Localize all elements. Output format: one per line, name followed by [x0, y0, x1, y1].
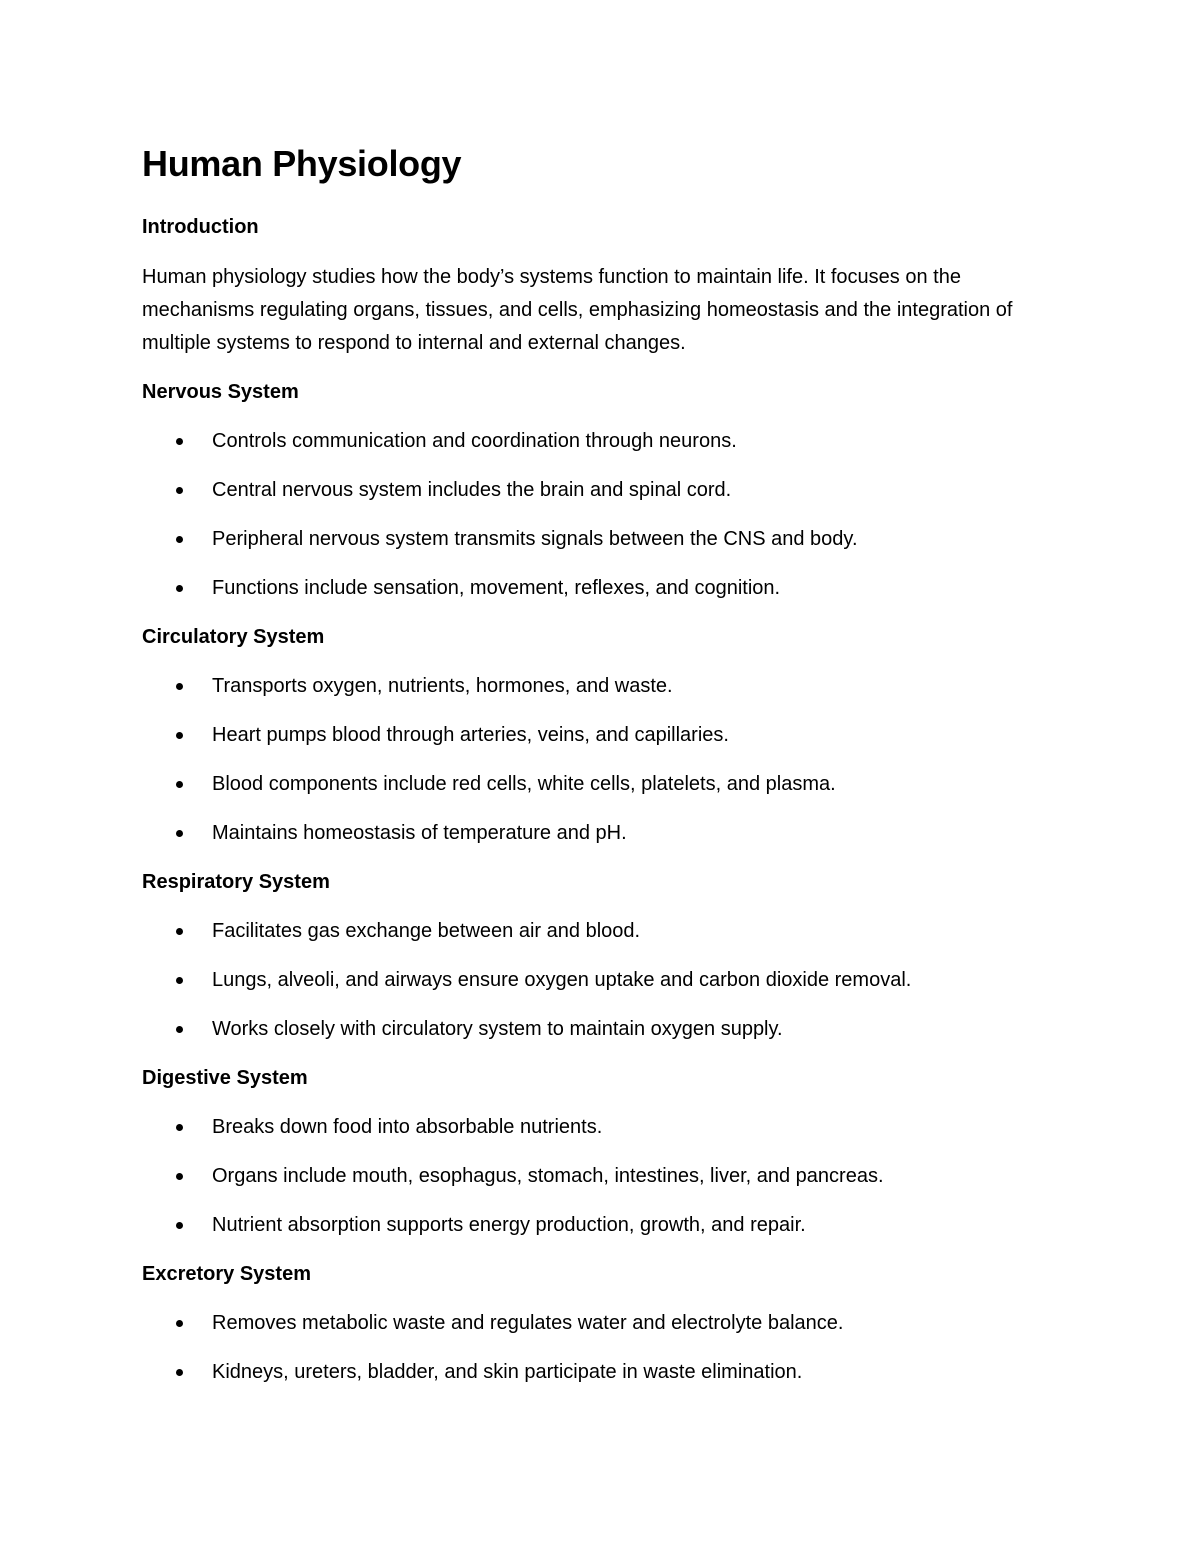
bullet-icon — [176, 585, 183, 592]
list-item-text: Blood components include red cells, white cells, platelets, and plasma. — [212, 773, 836, 795]
list-item — [142, 819, 1062, 847]
bullet-icon — [176, 683, 183, 690]
bullet-icon — [176, 536, 183, 543]
section-heading-respiratory: Respiratory System — [142, 871, 330, 893]
list-item — [142, 525, 1062, 553]
list-item-text: Organs include mouth, esophagus, stomach, intestines, liver, and pancreas. — [212, 1165, 884, 1187]
respiratory-list — [142, 917, 1062, 1043]
document-page — [142, 140, 1062, 1386]
bullet-icon — [176, 1369, 183, 1376]
list-item-text: Breaks down food into absorbable nutrients. — [212, 1116, 603, 1138]
list-item — [142, 770, 1062, 798]
bullet-icon — [176, 1320, 183, 1327]
bullet-icon — [176, 732, 183, 739]
bullet-icon — [176, 1173, 183, 1180]
bullet-icon — [176, 487, 183, 494]
list-item — [142, 966, 1062, 994]
list-item-text: Central nervous system includes the brain and spinal cord. — [212, 479, 732, 501]
list-item — [142, 1162, 1062, 1190]
intro-paragraph: Human physiology studies how the body’s systems function to maintain life. It focuses on the mechanisms regulating organs, tissues, and cells, emphasizing homeostasis and the integration of multiple systems to respond to internal and external changes. — [142, 266, 1013, 354]
bullet-icon — [176, 1026, 183, 1033]
excretory-list — [142, 1309, 1062, 1386]
list-item-text: Lungs, alveoli, and airways ensure oxygen uptake and carbon dioxide removal. — [212, 969, 912, 991]
list-item-text: Kidneys, ureters, bladder, and skin participate in waste elimination. — [212, 1361, 803, 1383]
list-item — [142, 1358, 1062, 1386]
digestive-list — [142, 1113, 1062, 1239]
list-item — [142, 1309, 1062, 1337]
section-heading-digestive: Digestive System — [142, 1067, 308, 1089]
bullet-icon — [176, 1124, 183, 1131]
list-item-text: Maintains homeostasis of temperature and pH. — [212, 822, 627, 844]
list-item-text: Facilitates gas exchange between air and blood. — [212, 920, 641, 942]
bullet-icon — [176, 977, 183, 984]
list-item-text: Peripheral nervous system transmits signals between the CNS and body. — [212, 528, 858, 550]
bullet-icon — [176, 830, 183, 837]
list-item — [142, 672, 1062, 700]
document-title: Human Physiology — [142, 143, 462, 184]
list-item-text: Transports oxygen, nutrients, hormones, and waste. — [212, 675, 673, 697]
list-item-text: Nutrient absorption supports energy production, growth, and repair. — [212, 1214, 806, 1236]
bullet-icon — [176, 928, 183, 935]
list-item — [142, 1113, 1062, 1141]
list-item-text: Works closely with circulatory system to maintain oxygen supply. — [212, 1018, 783, 1040]
section-heading-excretory: Excretory System — [142, 1263, 311, 1285]
list-item — [142, 476, 1062, 504]
list-item — [142, 427, 1062, 455]
circulatory-list — [142, 672, 1062, 847]
list-item-text: Controls communication and coordination through neurons. — [212, 430, 737, 452]
list-item — [142, 1211, 1062, 1239]
section-heading-nervous: Nervous System — [142, 381, 299, 403]
list-item — [142, 1015, 1062, 1043]
bullet-icon — [176, 781, 183, 788]
bullet-icon — [176, 1222, 183, 1229]
nervous-list — [142, 427, 1062, 602]
list-item-text: Heart pumps blood through arteries, veins, and capillaries. — [212, 724, 729, 746]
list-item-text: Functions include sensation, movement, reflexes, and cognition. — [212, 577, 781, 599]
list-item — [142, 574, 1062, 602]
intro-heading: Introduction — [142, 216, 259, 238]
list-item-text: Removes metabolic waste and regulates water and electrolyte balance. — [212, 1312, 844, 1334]
list-item — [142, 917, 1062, 945]
bullet-icon — [176, 438, 183, 445]
list-item — [142, 721, 1062, 749]
section-heading-circulatory: Circulatory System — [142, 626, 325, 648]
